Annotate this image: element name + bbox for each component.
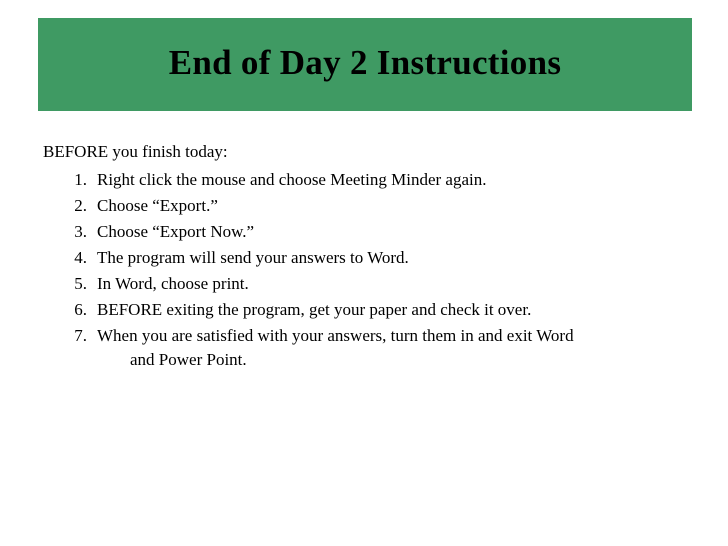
list-item: [43, 194, 693, 218]
step-text: The program will send your answers to Word.: [97, 248, 409, 267]
step-text: Choose “Export Now.”: [97, 222, 255, 241]
step-number: 7.: [74, 326, 87, 345]
step-text: When you are satisfied with your answers, turn them in and exit Word: [97, 326, 574, 345]
step-text: BEFORE exiting the program, get your paper and check it over.: [97, 300, 532, 319]
step-number: 1.: [74, 170, 87, 189]
instruction-list: [43, 168, 693, 372]
step-text-continued: and Power Point.: [130, 350, 247, 369]
step-text: Right click the mouse and choose Meeting Minder again.: [97, 170, 487, 189]
list-item: [43, 324, 693, 372]
list-item: [43, 220, 693, 244]
list-item: [43, 168, 693, 192]
list-item: [43, 272, 693, 296]
slide-title: End of Day 2 Instructions: [168, 42, 562, 82]
step-text: In Word, choose print.: [97, 274, 249, 293]
slide-body: [43, 140, 693, 374]
step-number: 3.: [74, 222, 87, 241]
intro-text: BEFORE you finish today:: [43, 142, 228, 161]
list-item: [43, 298, 693, 322]
step-number: 5.: [74, 274, 87, 293]
title-banner: [38, 18, 692, 111]
step-number: 6.: [74, 300, 87, 319]
step-number: 4.: [74, 248, 87, 267]
step-number: 2.: [74, 196, 87, 215]
step-text: Choose “Export.”: [97, 196, 218, 215]
list-item: [43, 246, 693, 270]
